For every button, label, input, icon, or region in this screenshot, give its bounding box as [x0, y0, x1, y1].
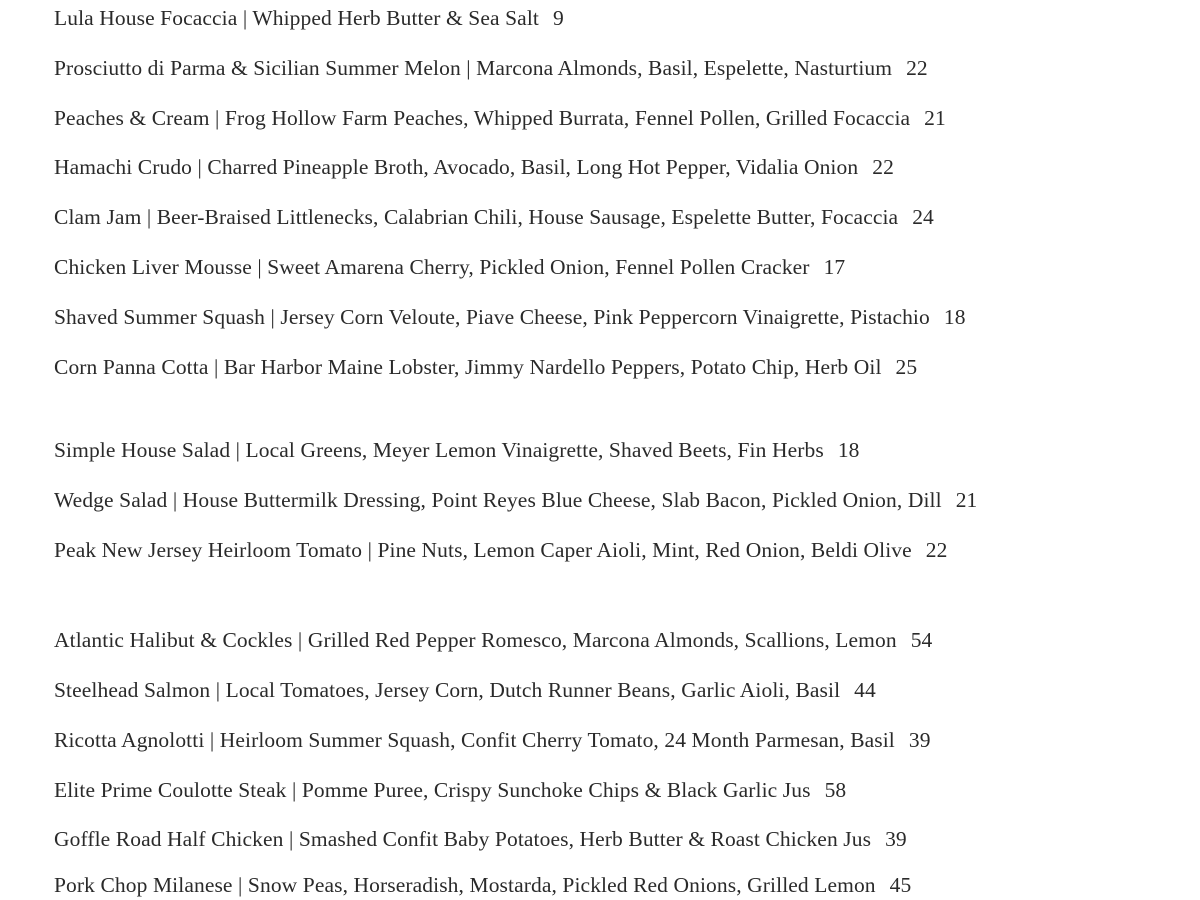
menu-item	[54, 485, 977, 515]
menu-item-text: Steelhead Salmon | Local Tomatoes, Jersey Corn, Dutch Runner Beans, Garlic Aioli, Basil	[54, 678, 841, 702]
menu-item-text: Simple House Salad | Local Greens, Meyer Lemon Vinaigrette, Shaved Beets, Fin Herbs	[54, 438, 824, 462]
menu-item-price: 54	[910, 628, 933, 652]
menu-item-price: 39	[885, 827, 907, 851]
menu-item-text: Ricotta Agnolotti | Heirloom Summer Squash, Confit Cherry Tomato, 24 Month Parmesan, Basil	[54, 728, 895, 752]
menu-item-text: Elite Prime Coulotte Steak | Pomme Puree, Crispy Sunchoke Chips & Black Garlic Jus	[54, 778, 811, 802]
menu-item	[54, 103, 946, 133]
menu-item-text: Pork Chop Milanese | Snow Peas, Horseradish, Mostarda, Pickled Red Onions, Grilled Lemon	[54, 873, 876, 897]
menu-item	[54, 775, 846, 805]
menu-item-price: 44	[854, 678, 876, 702]
menu-item	[54, 535, 947, 565]
menu-item	[54, 675, 876, 705]
menu-item-price: 21	[955, 488, 978, 512]
menu-item	[54, 152, 894, 182]
menu-item-price: 9	[552, 6, 564, 30]
menu-item	[54, 352, 917, 382]
menu-item-price: 39	[908, 728, 931, 752]
menu-item-price: 22	[925, 538, 948, 562]
menu-item	[54, 824, 907, 854]
menu-item-text: Prosciutto di Parma & Sicilian Summer Melon | Marcona Almonds, Basil, Espelette, Nasturtium	[54, 56, 893, 80]
menu-item-text: Goffle Road Half Chicken | Smashed Confit Baby Potatoes, Herb Butter & Roast Chicken Jus	[54, 827, 872, 851]
menu-item	[54, 302, 966, 332]
menu-item	[54, 252, 845, 282]
menu-item	[54, 435, 860, 465]
menu-item-price: 18	[943, 305, 966, 329]
menu-item-price: 18	[837, 438, 860, 462]
menu-item-text: Peak New Jersey Heirloom Tomato | Pine Nuts, Lemon Caper Aioli, Mint, Red Onion, Beldi Olive	[54, 538, 912, 562]
menu-item-price: 24	[912, 205, 934, 229]
menu-item	[54, 625, 932, 655]
menu-item-price: 22	[906, 56, 928, 80]
menu-item-price: 17	[823, 255, 846, 279]
menu-item-text: Peaches & Cream | Frog Hollow Farm Peaches, Whipped Burrata, Fennel Pollen, Grilled Focaccia	[54, 106, 911, 130]
menu-item	[54, 202, 934, 232]
menu-item-price: 22	[872, 155, 894, 179]
menu-item	[54, 3, 564, 33]
menu-item-price: 45	[889, 873, 912, 897]
menu-item-price: 58	[824, 778, 847, 802]
menu-item-text: Wedge Salad | House Buttermilk Dressing, Point Reyes Blue Cheese, Slab Bacon, Pickled Onion, Dill	[54, 488, 942, 512]
menu-item	[54, 725, 931, 755]
menu-item-price: 21	[924, 106, 946, 130]
menu-item-text: Atlantic Halibut & Cockles | Grilled Red Pepper Romesco, Marcona Almonds, Scallions, Lemon	[54, 628, 897, 652]
menu-item-text: Lula House Focaccia | Whipped Herb Butter & Sea Salt	[54, 6, 539, 30]
menu-item-text: Corn Panna Cotta | Bar Harbor Maine Lobster, Jimmy Nardello Peppers, Potato Chip, Herb Oil	[54, 355, 882, 379]
menu-item-text: Chicken Liver Mousse | Sweet Amarena Cherry, Pickled Onion, Fennel Pollen Cracker	[54, 255, 810, 279]
menu-item	[54, 53, 928, 83]
menu-item-text: Shaved Summer Squash | Jersey Corn Veloute, Piave Cheese, Pink Peppercorn Vinaigrette, Pistachio	[54, 305, 930, 329]
menu-item-text: Clam Jam | Beer-Braised Littlenecks, Calabrian Chili, House Sausage, Espelette Butter, Focaccia	[54, 205, 899, 229]
menu-item	[54, 870, 911, 900]
menu-item-text: Hamachi Crudo | Charred Pineapple Broth, Avocado, Basil, Long Hot Pepper, Vidalia Onion	[54, 155, 859, 179]
menu-item-price: 25	[895, 355, 918, 379]
